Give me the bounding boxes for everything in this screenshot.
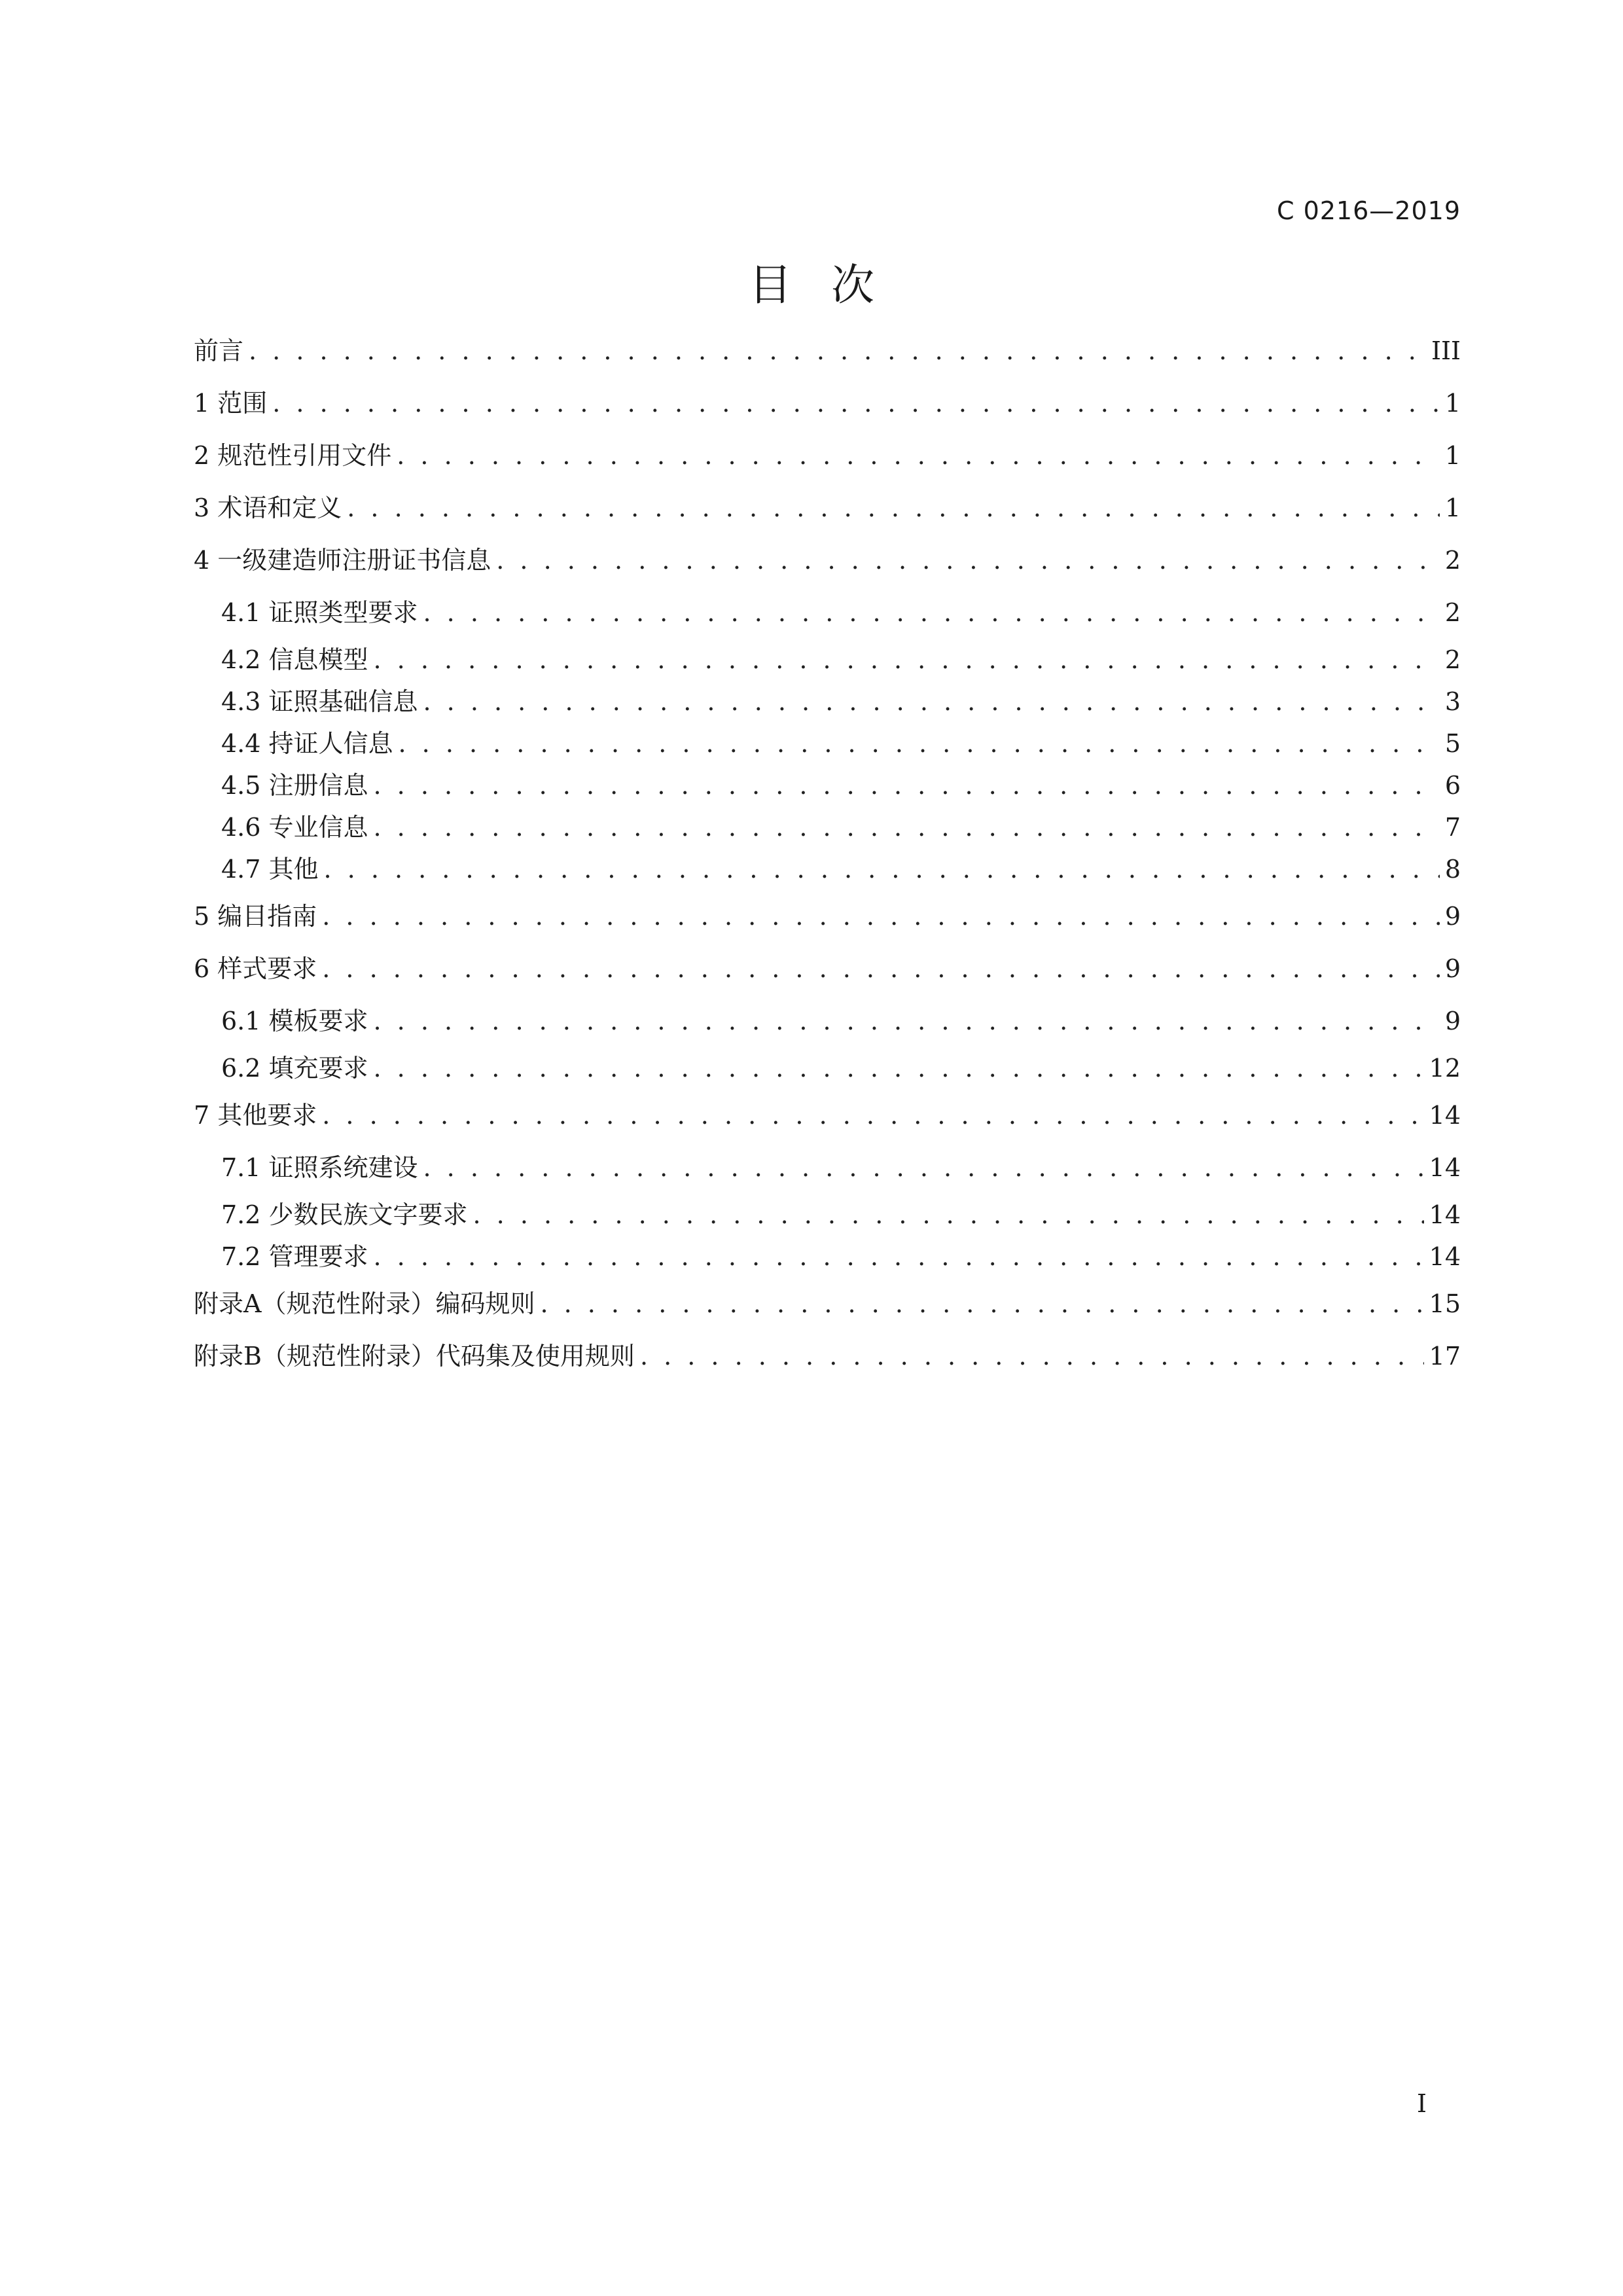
toc-entry-page: 7 xyxy=(1444,813,1461,842)
toc-leader-dots xyxy=(473,1194,1424,1236)
document-code: C 0216—2019 xyxy=(1276,196,1461,225)
toc-entry-page: 1 xyxy=(1444,493,1461,522)
toc-leader-dots xyxy=(397,429,1440,482)
toc-entry[interactable] xyxy=(194,482,1461,534)
toc-leader-dots xyxy=(374,1236,1424,1278)
toc-entry-label: 4.2 信息模型 xyxy=(221,645,368,674)
toc-entry[interactable] xyxy=(194,1089,1461,1141)
toc-entry[interactable] xyxy=(194,806,1461,848)
toc-entry-label: 6 样式要求 xyxy=(194,954,317,983)
toc-entry-page: 1 xyxy=(1444,441,1461,470)
toc-entry-page: 6 xyxy=(1444,771,1461,800)
toc-entry-label: 4.6 专业信息 xyxy=(221,813,368,842)
toc-leader-dots xyxy=(347,482,1440,534)
toc-entry[interactable] xyxy=(194,377,1461,429)
toc-entry-page: 14 xyxy=(1429,1242,1461,1271)
toc-entry-label: 7.2 少数民族文字要求 xyxy=(221,1200,468,1229)
table-of-contents xyxy=(194,325,1461,1382)
toc-entry-label: 6.1 模板要求 xyxy=(221,1007,368,1035)
toc-leader-dots xyxy=(540,1278,1423,1330)
toc-entry-page: 2 xyxy=(1444,645,1461,674)
toc-entry-label: 附录B（规范性附录）代码集及使用规则 xyxy=(194,1342,635,1371)
toc-entry-page: 14 xyxy=(1429,1101,1461,1130)
toc-leader-dots xyxy=(423,586,1440,639)
toc-entry-label: 2 规范性引用文件 xyxy=(194,441,392,470)
toc-entry-page: 3 xyxy=(1444,687,1461,716)
toc-entry[interactable] xyxy=(194,639,1461,681)
toc-entry-page: 1 xyxy=(1444,389,1461,418)
toc-entry-label: 4.3 证照基础信息 xyxy=(221,687,418,716)
toc-entry[interactable] xyxy=(194,1141,1461,1194)
toc-entry-label: 7.2 管理要求 xyxy=(221,1242,368,1271)
toc-entry-label: 4.7 其他 xyxy=(221,855,319,884)
toc-entry-page: 9 xyxy=(1444,954,1461,983)
toc-entry-label: 1 范围 xyxy=(194,389,268,418)
page-number: I xyxy=(1416,2089,1427,2118)
toc-leader-dots xyxy=(322,890,1440,942)
toc-entry-page: 15 xyxy=(1429,1289,1461,1318)
toc-entry[interactable] xyxy=(194,942,1461,995)
toc-leader-dots xyxy=(374,639,1440,681)
toc-entry-label: 附录A（规范性附录）编码规则 xyxy=(194,1289,535,1318)
toc-entry-label: 6.2 填充要求 xyxy=(221,1054,368,1083)
toc-entry-page: 17 xyxy=(1429,1342,1461,1371)
toc-leader-dots xyxy=(272,377,1440,429)
toc-entry[interactable] xyxy=(194,586,1461,639)
toc-entry-label: 4.1 证照类型要求 xyxy=(221,598,418,627)
toc-entry-page: 12 xyxy=(1429,1054,1461,1083)
toc-entry-page: 8 xyxy=(1444,855,1461,884)
toc-entry[interactable] xyxy=(194,764,1461,806)
toc-entry-page: 2 xyxy=(1444,598,1461,627)
toc-leader-dots xyxy=(322,1089,1423,1141)
toc-entry[interactable] xyxy=(194,848,1461,890)
toc-leader-dots xyxy=(399,723,1440,764)
toc-leader-dots xyxy=(324,848,1440,890)
toc-entry-label: 4.5 注册信息 xyxy=(221,771,368,800)
toc-leader-dots xyxy=(640,1330,1424,1382)
toc-leader-dots xyxy=(423,681,1440,723)
toc-leader-dots xyxy=(374,764,1440,806)
toc-entry-page: 14 xyxy=(1429,1200,1461,1229)
toc-entry[interactable] xyxy=(194,1330,1461,1382)
toc-entry-page: III xyxy=(1431,336,1461,365)
toc-entry[interactable] xyxy=(194,534,1461,586)
toc-entry[interactable] xyxy=(194,723,1461,764)
toc-entry-page: 9 xyxy=(1444,902,1461,931)
toc-entry[interactable] xyxy=(194,325,1461,377)
toc-entry-page: 14 xyxy=(1429,1153,1461,1182)
toc-leader-dots xyxy=(374,806,1440,848)
toc-entry-label: 7.1 证照系统建设 xyxy=(221,1153,418,1182)
toc-entry[interactable] xyxy=(194,890,1461,942)
toc-leader-dots xyxy=(249,325,1426,377)
toc-entry[interactable] xyxy=(194,1194,1461,1236)
toc-entry-label: 前言 xyxy=(194,336,244,365)
toc-title: 目次 xyxy=(749,260,914,310)
toc-entry[interactable] xyxy=(194,1047,1461,1089)
toc-entry[interactable] xyxy=(194,995,1461,1047)
toc-entry-label: 5 编目指南 xyxy=(194,902,317,931)
toc-entry[interactable] xyxy=(194,681,1461,723)
toc-entry-page: 5 xyxy=(1444,729,1461,758)
toc-entry-label: 7 其他要求 xyxy=(194,1101,317,1130)
toc-entry-label: 4 一级建造师注册证书信息 xyxy=(194,546,491,575)
toc-leader-dots xyxy=(496,534,1440,586)
toc-leader-dots xyxy=(423,1141,1424,1194)
toc-entry-page: 2 xyxy=(1444,546,1461,575)
toc-entry-label: 3 术语和定义 xyxy=(194,493,342,522)
toc-entry[interactable] xyxy=(194,429,1461,482)
toc-entry-label: 4.4 持证人信息 xyxy=(221,729,393,758)
toc-leader-dots xyxy=(322,942,1440,995)
toc-entry[interactable] xyxy=(194,1278,1461,1330)
toc-entry-page: 9 xyxy=(1444,1007,1461,1035)
toc-leader-dots xyxy=(374,995,1440,1047)
toc-entry[interactable] xyxy=(194,1236,1461,1278)
toc-leader-dots xyxy=(374,1047,1424,1089)
